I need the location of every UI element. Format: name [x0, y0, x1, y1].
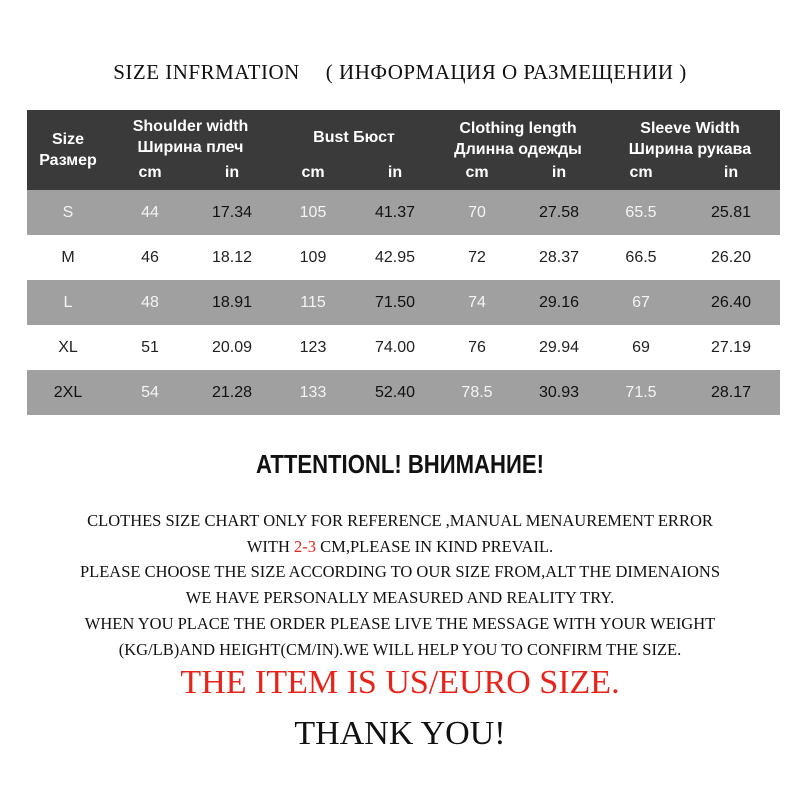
header-length-in: in [551, 164, 567, 181]
thank-you: THANK YOU! [294, 715, 506, 752]
table-row [27, 235, 780, 280]
note-line: WE HAVE PERSONALLY MEASURED AND REALITY TRY. [185, 588, 615, 608]
cell-length-in: 28.37 [538, 249, 580, 266]
header-length-ru: Длинна одежды [454, 141, 582, 158]
cell-shoulder-in: 18.12 [211, 249, 253, 266]
note-text: CM,PLEASE IN KIND PREVAIL. [316, 536, 554, 556]
header-sleeve [600, 118, 780, 160]
cell-sleeve-in: 26.40 [710, 294, 752, 311]
cell-length-in: 29.94 [538, 339, 580, 356]
cell-bust-cm: 123 [299, 339, 327, 356]
header-shoulder [109, 116, 272, 158]
header-length [436, 118, 600, 160]
cell-shoulder-in: 21.28 [211, 384, 253, 401]
cell-sleeve-in: 27.19 [710, 339, 752, 356]
cell-bust-in: 41.37 [374, 204, 416, 221]
cell-sleeve-in: 25.81 [710, 204, 752, 221]
cell-size: 2XL [53, 384, 83, 401]
header-shoulder-cm: cm [138, 164, 162, 181]
cell-shoulder-in: 17.34 [211, 204, 253, 221]
header-sleeve-ru: Ширина рукава [628, 141, 752, 158]
header-length-en: Clothing length [459, 120, 577, 137]
cell-length-in: 27.58 [538, 204, 580, 221]
cell-sleeve-cm: 69 [632, 339, 650, 356]
title-en: SIZE INFRMATION [113, 60, 300, 84]
cell-shoulder-cm: 44 [141, 204, 159, 221]
cell-size: S [62, 204, 74, 221]
header-sleeve-cm: cm [629, 164, 653, 181]
cell-bust-cm: 109 [299, 249, 327, 266]
size-table [27, 110, 780, 415]
header-sleeve-in: in [723, 164, 739, 181]
table-row [27, 370, 780, 415]
cell-sleeve-in: 28.17 [710, 384, 752, 401]
table-row [27, 325, 780, 370]
header-size [27, 129, 109, 171]
cell-shoulder-cm: 48 [141, 294, 159, 311]
cell-bust-in: 71.50 [374, 294, 416, 311]
header-size-ru: Размер [39, 152, 97, 169]
header-shoulder-en: Shoulder width [132, 118, 249, 135]
cell-length-cm: 78.5 [461, 384, 493, 401]
table-row [27, 280, 780, 325]
cell-length-in: 30.93 [538, 384, 580, 401]
cell-sleeve-cm: 67 [632, 294, 650, 311]
cell-shoulder-cm: 54 [141, 384, 159, 401]
cell-shoulder-in: 20.09 [211, 339, 253, 356]
attention-heading: ATTENTIONL! ВНИМАНИЕ! [256, 449, 544, 479]
cell-length-cm: 70 [468, 204, 486, 221]
cell-sleeve-cm: 66.5 [625, 249, 657, 266]
cell-length-cm: 76 [468, 339, 486, 356]
cell-bust-cm: 133 [299, 384, 327, 401]
cell-sleeve-cm: 71.5 [625, 384, 657, 401]
header-bust-cm: cm [301, 164, 325, 181]
cell-shoulder-cm: 46 [141, 249, 159, 266]
note-text: WITH [246, 536, 295, 556]
error-range: 2-3 [294, 536, 317, 556]
note-line: CLOTHES SIZE CHART ONLY FOR REFERENCE ,MANUAL MENAUREMENT ERROR [87, 511, 713, 530]
note-line: WHEN YOU PLACE THE ORDER PLEASE LIVE THE MESSAGE WITH YOUR WEIGHT [84, 613, 716, 633]
cell-size: XL [58, 339, 78, 356]
note-line [0, 534, 800, 560]
cell-shoulder-cm: 51 [141, 339, 159, 356]
cell-size: M [61, 249, 75, 266]
table-header [27, 110, 780, 190]
cell-bust-in: 74.00 [374, 339, 416, 356]
cell-bust-cm: 105 [299, 204, 327, 221]
cell-bust-in: 52.40 [374, 384, 416, 401]
cell-bust-in: 42.95 [374, 249, 416, 266]
cell-sleeve-cm: 65.5 [625, 204, 657, 221]
cell-length-cm: 74 [468, 294, 486, 311]
cell-length-in: 29.16 [538, 294, 580, 311]
cell-length-cm: 72 [468, 249, 486, 266]
title-ru: ( ИНФОРМАЦИЯ О РАЗМЕЩЕНИИ ) [325, 60, 687, 84]
cell-size: L [63, 294, 73, 311]
page-title [0, 60, 800, 85]
header-sleeve-en: Sleeve Width [640, 120, 740, 137]
header-size-en: Size [51, 131, 84, 148]
cell-bust-cm: 115 [300, 294, 326, 311]
cell-sleeve-in: 26.20 [710, 249, 752, 266]
header-bust: Bust Бюст [313, 129, 395, 146]
size-notes [0, 508, 800, 662]
cell-shoulder-in: 18.91 [211, 294, 253, 311]
header-shoulder-ru: Ширина плеч [137, 139, 244, 156]
note-line: (KG/LB)AND HEIGHT(CM/IN).WE WILL HELP YOU TO CONFIRM THE SIZE. [118, 639, 682, 659]
table-row [27, 190, 780, 235]
header-length-cm: cm [465, 164, 489, 181]
header-shoulder-in: in [224, 164, 240, 181]
note-line: PLEASE CHOOSE THE SIZE ACCORDING TO OUR SIZE FROM,ALT THE DIMENAIONS [79, 562, 721, 582]
us-euro-size-note: THE ITEM IS US/EURO SIZE. [180, 664, 620, 701]
header-bust-in: in [387, 164, 403, 181]
